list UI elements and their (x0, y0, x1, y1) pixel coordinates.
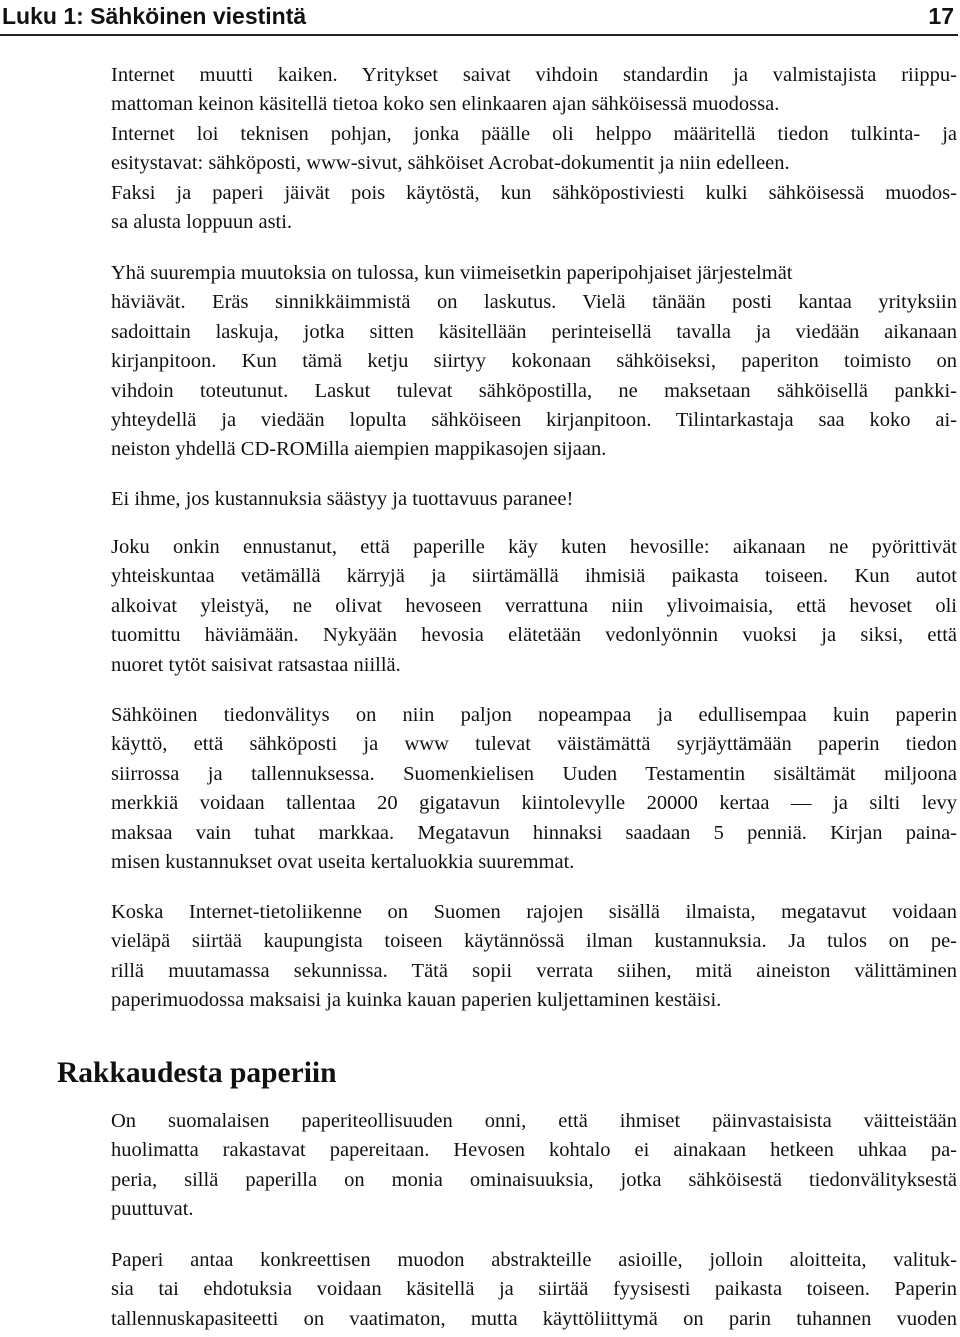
text-line: rillä muutamassa sekunnissa. Tätä sopii verrata siihen, mitä aineiston välittäminen (111, 959, 957, 982)
section-heading: Rakkaudesta paperiin (57, 1057, 337, 1089)
text-line: siirrossa ja tallennuksessa. Suomenkielisen Uuden Testamentin sisältämät miljoona (111, 762, 957, 785)
paragraph (111, 485, 957, 514)
text-line: sadoittain laskuja, jotka sitten käsitellään perinteisellä tavalla ja viedään aikanaan (111, 320, 957, 343)
text-line: maksaa vain tuhat markkaa. Megatavun hinnaksi saadaan 5 penniä. Kirjan paina- (111, 821, 957, 844)
text-line: Internet muutti kaiken. Yritykset saivat vihdoin standardin ja valmistajista riippu- (111, 64, 957, 86)
text-line: peria, sillä paperilla on monia ominaisuuksia, jotka sähköisestä tiedonvälityksestä (111, 1168, 957, 1191)
paragraph (111, 1107, 957, 1225)
text-line: Ei ihme, jos kustannuksia säästyy ja tuottavuus paranee! (111, 488, 574, 510)
text-line: puuttuvat. (111, 1198, 194, 1221)
text-line: kirjanpitoon. Kun tämä ketju siirtyy kokonaan sähköiseksi, paperiton toimisto on (111, 350, 957, 373)
text-line: mattoman keinon käsitellä tietoa koko sen elinkaaren ajan sähköisessä muodossa. (111, 93, 780, 116)
text-line: neiston yhdellä CD-ROMilla aiempien mappikasojen sijaan. (111, 438, 607, 461)
page-number: 17 (928, 3, 954, 29)
text-line: vihdoin toteutunut. Laskut tulevat sähköpostilla, ne maksetaan sähköisellä pankki- (111, 379, 957, 402)
text-line: Yhä suurempia muutoksia on tulossa, kun viimeisetkin paperipohjaiset järjestelmät (111, 262, 793, 284)
text-line: tallennuskapasiteetti on vaatimaton, mutta käyttöliittymä on parin tuhannen vuoden (111, 1307, 957, 1330)
text-line: huolimatta rakastavat papereitaan. Hevosen kohtalo ei ainakaan hetkeen uhkaa pa- (111, 1139, 957, 1162)
text-line: sia tai ehdotuksia voidaan käsitellä ja siirtää fyysisesti paikasta toiseen. Paperin (111, 1278, 957, 1301)
text-line: vieläpä siirtää kaupungista toiseen käytännössä ilman kustannuksia. Ja tulos on pe- (111, 930, 957, 953)
paragraph (111, 61, 957, 237)
text-line: Paperi antaa konkreettisen muodon abstrakteille asioille, jolloin aloitteita, valituk- (111, 1249, 957, 1271)
text-line: esitystavat: sähköposti, www-sivut, sähköiset Acrobat-dokumentit ja niin edelleen. (111, 152, 790, 175)
text-line: paperimuodossa maksaisi ja kuinka kauan paperien kuljettaminen kestäisi. (111, 989, 722, 1012)
text-line: Sähköinen tiedonvälitys on niin paljon nopeampaa ja edullisempaa kuin paperin (111, 704, 957, 726)
paragraph (111, 898, 957, 1016)
running-header (0, 0, 958, 36)
text-line: Faksi ja paperi jäivät pois käytöstä, kun sähköpostiviesti kulki sähköisessä muodos- (111, 181, 957, 204)
paragraph (111, 701, 957, 877)
text-line: häviävät. Eräs sinnikkäimmistä on laskutus. Vielä tänään posti kantaa yrityksiin (111, 291, 957, 314)
paragraph (111, 533, 957, 680)
text-line: On suomalaisen paperiteollisuuden onni, että ihmiset päinvastaisista väitteistään (111, 1110, 957, 1132)
paragraph (111, 1246, 957, 1334)
text-line: sa alusta loppuun asti. (111, 211, 293, 234)
text-line: yhteydellä ja viedään lopulta sähköiseen kirjanpitoon. Tilintarkastaja saa koko ai- (111, 409, 957, 432)
text-line: tuomittu häviämään. Nykyään hevosia elätetään vedonlyönnin vuoksi ja siksi, että (111, 624, 957, 647)
paragraph (111, 259, 957, 465)
text-line: Koska Internet-tietoliikenne on Suomen rajojen sisällä ilmaista, megatavut voidaan (111, 901, 957, 923)
text-line: merkkiä voidaan tallentaa 20 gigatavun kiintolevylle 20000 kertaa — ja silti levy (111, 792, 957, 815)
text-line: Joku onkin ennustanut, että paperille käy kuten hevosille: aikanaan ne pyörittivät (111, 536, 957, 558)
text-line: misen kustannukset ovat useita kertaluokkia suuremmat. (111, 851, 575, 874)
text-line: nuoret tytöt saisivat ratsastaa niillä. (111, 653, 401, 676)
text-line: alkoivat yleistyä, ne olivat hevoseen verrattuna niin ylivoimaisia, että hevoset oli (111, 594, 957, 617)
text-line: yhteiskuntaa vetämällä kärryjä ja siirtämällä ihmisiä paikasta toiseen. Kun autot (111, 565, 957, 588)
text-line: käyttö, että sähköposti ja www tulevat väistämättä syrjäyttämään paperin tiedon (111, 733, 957, 756)
chapter-title: Luku 1: Sähköinen viestintä (2, 3, 307, 29)
text-line: Internet loi teknisen pohjan, jonka päälle oli helppo määritellä tiedon tulkinta- ja (111, 122, 957, 145)
